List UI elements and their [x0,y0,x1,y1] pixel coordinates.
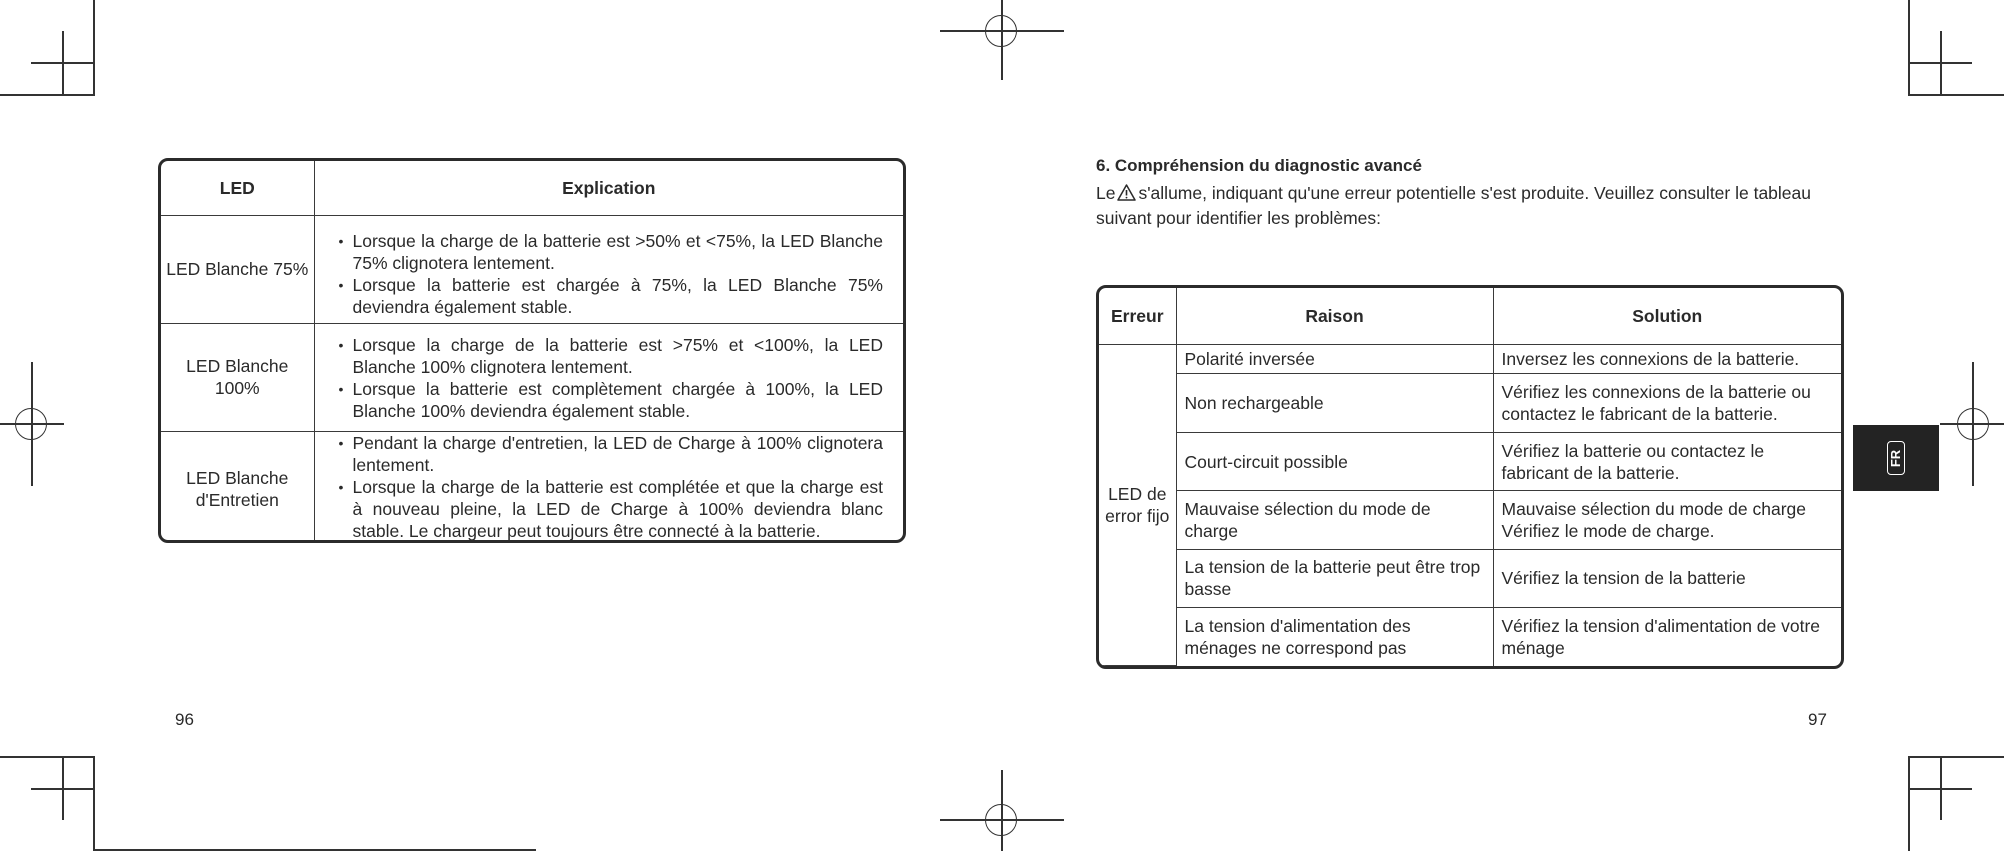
intro-text-start: Le [1096,183,1116,203]
page-number: 96 [175,710,194,729]
table-row [1099,491,1841,549]
led-label: LED Blanche 100% [161,323,314,431]
table-row [161,215,903,323]
table-row [1099,432,1841,490]
led-explanation-table [158,158,906,543]
section-title: 6. Compréhension du diagnostic avancé [1096,156,1422,175]
explanation-item: • Pendant la charge d'entretien, la LED de Charge à 100% clignotera lentement. [337,432,884,476]
warning-triangle-icon [1117,184,1136,207]
table-row [1099,549,1841,607]
reason-cell: Mauvaise sélection du mode de charge [1176,491,1493,549]
explanation-item: • Lorsque la charge de la batterie est >50% et <75%, la LED Blanche 75% clignotera lentement. [337,230,884,274]
table-row [1099,344,1841,374]
language-tab [1853,425,1939,491]
explanation-item: • Lorsque la charge de la batterie est complétée et que la charge est à nouveau pleine, la LED de Charge à 100% deviendra blanc stable. Le chargeur peut toujours être connecté à la batterie. [337,476,884,542]
table-row [161,323,903,431]
led-label: LED Blanche 75% [161,215,314,323]
column-header-erreur: Erreur [1099,288,1176,344]
column-header-raison: Raison [1176,288,1493,344]
explanation-item: • Lorsque la charge de la batterie est >75% et <100%, la LED Blanche 100% clignotera lentement. [337,334,884,378]
column-header-led: LED [161,161,314,215]
solution-cell: Vérifiez la tension d'alimentation de votre ménage [1493,608,1841,666]
page-number: 97 [1808,710,1827,729]
intro-paragraph [1096,182,1856,230]
error-label: LED de error fijo [1099,344,1176,666]
column-header-solution: Solution [1493,288,1841,344]
language-label [1887,441,1905,475]
reason-cell: Non rechargeable [1176,374,1493,432]
solution-cell: Vérifiez la batterie ou contactez le fabricant de la batterie. [1493,432,1841,490]
solution-cell: Inversez les connexions de la batterie. [1493,344,1841,374]
table-row [1099,374,1841,432]
reason-cell: La tension de la batterie peut être trop basse [1176,549,1493,607]
table-row [161,431,903,543]
explanation-item: • Lorsque la batterie est complètement chargée à 100%, la LED Blanche 100% deviendra également stable. [337,378,884,422]
led-label: LED Blanche d'Entretien [161,431,314,543]
explanation-item: • Lorsque la batterie est chargée à 75%, la LED Blanche 75% deviendra également stable. [337,274,884,318]
intro-text-end: s'allume, indiquant qu'une erreur potentielle s'est produite. Veuillez consulter le tableau suivant pour identifier les problèmes: [1096,183,1811,228]
solution-cell: Vérifiez les connexions de la batterie ou contactez le fabricant de la batterie. [1493,374,1841,432]
reason-cell: Court-circuit possible [1176,432,1493,490]
solution-cell: Mauvaise sélection du mode de charge Vérifiez le mode de charge. [1493,491,1841,549]
column-header-explication: Explication [314,161,903,215]
table-row [1099,608,1841,666]
diagnostic-table [1096,285,1844,669]
solution-cell: Vérifiez la tension de la batterie [1493,549,1841,607]
reason-cell: Polarité inversée [1176,344,1493,374]
reason-cell: La tension d'alimentation des ménages ne correspond pas [1176,608,1493,666]
language-code: FR [1888,449,1904,467]
